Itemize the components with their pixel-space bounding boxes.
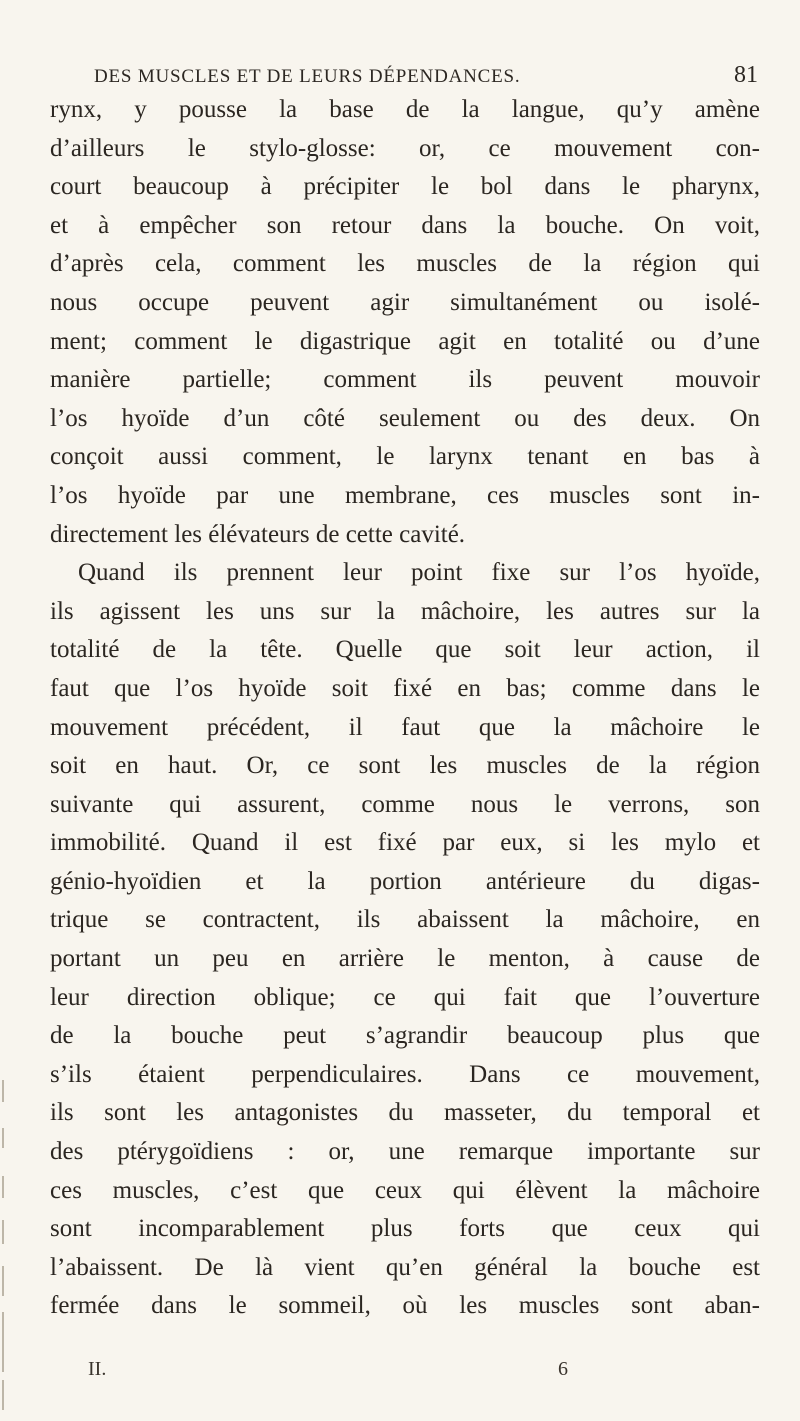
text-line: soit en haut. Or, ce sont les muscles de la région (50, 752, 760, 780)
text-line: l’os hyoïde d’un côté seulement ou des deux. On (50, 404, 760, 432)
text-line: court beaucoup à précipiter le bol dans le pharynx, (50, 173, 760, 201)
text-line: trique se contractent, ils abaissent la mâchoire, en (50, 906, 760, 934)
text-line: et à empêcher son retour dans la bouche. On voit, (50, 211, 760, 239)
text-line: d’après cela, comment les muscles de la région qui (50, 250, 760, 278)
text-line: rynx, y pousse la base de la langue, qu’y amène (50, 96, 760, 123)
text-line: suivante qui assurent, comme nous le verrons, son (50, 790, 760, 818)
text-line: manière partielle; comment ils peuvent mouvoir (50, 366, 760, 394)
gutter-shadow (0, 1080, 14, 1410)
running-head: DES MUSCLES ET DE LEURS DÉPENDANCES. (94, 66, 521, 87)
text-line: ils agissent les uns sur la mâchoire, les autres sur la (50, 597, 760, 625)
text-line: fermée dans le sommeil, où les muscles sont aban- (50, 1292, 760, 1320)
text-line: l’os hyoïde par une membrane, ces muscles sont in- (50, 481, 760, 509)
text-line: génio-hyoïdien et la portion antérieure du digas- (50, 867, 760, 895)
page-footer (88, 1358, 568, 1381)
text-line: faut que l’os hyoïde soit fixé en bas; comme dans le (50, 674, 760, 702)
text-line: l’abaissent. De là vient qu’en général la bouche est (50, 1253, 760, 1281)
text-line: ment; comment le digastrique agit en totalité ou d’une (50, 327, 760, 355)
page-number: 81 (734, 62, 758, 88)
text-line: d’ailleurs le stylo-glosse: or, ce mouvement con- (50, 134, 760, 162)
body-text (50, 91, 760, 1326)
text-line: ces muscles, c’est que ceux qui élèvent la mâchoire (50, 1176, 760, 1204)
volume-mark: II. (88, 1358, 107, 1380)
text-line: portant un peu en arrière le menton, à cause de (50, 945, 760, 973)
text-line: de la bouche peut s’agrandir beaucoup plus que (50, 1022, 760, 1050)
text-line: s’ils étaient perpendiculaires. Dans ce mouvement, (50, 1060, 760, 1088)
text-line: mouvement précédent, il faut que la mâchoire le (50, 713, 760, 741)
signature-mark: 6 (558, 1358, 568, 1380)
text-line: nous occupe peuvent agir simultanément ou isolé- (50, 288, 760, 316)
page-header (94, 62, 758, 89)
paragraph-start-line: Quand ils prennent leur point fixe sur l’os hyoïde, (78, 559, 760, 587)
text-line: conçoit aussi comment, le larynx tenant en bas à (50, 443, 760, 471)
text-line: totalité de la tête. Quelle que soit leur action, il (50, 636, 760, 664)
text-line: directement les élévateurs de cette cavité. (50, 520, 466, 548)
text-line: leur direction oblique; ce qui fait que l’ouverture (50, 983, 760, 1011)
text-line: immobilité. Quand il est fixé par eux, si les mylo et (50, 829, 760, 857)
text-line: sont incomparablement plus forts que ceux qui (50, 1215, 760, 1243)
text-line: des ptérygoïdiens : or, une remarque importante sur (50, 1138, 760, 1166)
text-line: ils sont les antagonistes du masseter, du temporal et (50, 1099, 760, 1127)
